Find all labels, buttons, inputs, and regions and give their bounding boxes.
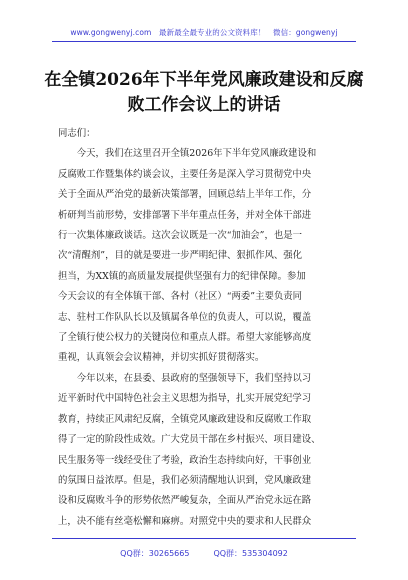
text-line: 重视，认真领会会议精神，并切实抓好贯彻落实。 — [58, 352, 265, 364]
text-line: 次“清醒剂”，目的就是要进一步严明纪律、狠抓作风、强化 — [58, 250, 302, 262]
text-line: 志、驻村工作队队长以及镇属各单位的负责人，可以说，覆盖 — [58, 311, 312, 323]
header-website-text: www.gongwenyj.com 最新最全最专业的公文资料库！ 微信：gongwenyj — [70, 28, 338, 37]
title-line: 在全镇2026年下半年党风廉政建设和反腐 — [44, 70, 364, 90]
page-header — [0, 0, 408, 46]
footer-divider — [52, 538, 356, 539]
text-line: 反腐败工作暨集体约谈会议，主要任务是深入学习贯彻党中央 — [58, 168, 312, 180]
text-line: 担当，为XX镇的高质量发展提供坚强有力的纪律保障。参加 — [58, 270, 306, 282]
page-footer — [0, 541, 408, 560]
text-line: 今天会议的有全体镇干部、各村（社区）“两委”主要负责同 — [58, 291, 302, 303]
text-line: 关于全面从严治党的最新决策部署，回顾总结上半年工作，分 — [58, 189, 312, 201]
text-line: 近平新时代中国特色社会主义思想为指导，扎实开展党纪学习 — [58, 393, 312, 405]
text-line: 教育，持续正风肃纪反腐，全镇党风廉政建设和反腐败工作取 — [58, 413, 312, 425]
document-title — [44, 68, 364, 118]
text-line: 设和反腐败斗争的形势依然严峻复杂，全面从严治党永远在路 — [58, 495, 312, 507]
text-line: 的氛围日益浓厚。但是，我们必须清醒地认识到，党风廉政建 — [58, 474, 312, 486]
text-line: 今天，我们在这里召开全镇2026年下半年党风廉政建设和 — [76, 148, 317, 160]
text-line: 今年以来，在县委、县政府的坚强领导下，我们坚持以习 — [76, 372, 312, 384]
header-divider — [52, 41, 356, 42]
footer-qq-groups: QQ群：30265665 QQ群：535304092 — [120, 549, 288, 558]
text-line: 析研判当前形势，安排部署下半年重点任务，并对全体干部进 — [58, 209, 312, 221]
document-body — [58, 124, 358, 532]
title-line: 败工作会议上的讲话 — [127, 95, 281, 115]
text-line: 得了一定的阶段性成效。广大党员干部在乡村振兴、项目建设、 — [58, 434, 321, 446]
paragraph-1 — [58, 144, 358, 368]
text-line: 民生服务等一线经受住了考验，政治生态持续向好，干事创业 — [58, 454, 312, 466]
text-line: 了全镇行使公权力的关键岗位和重点人群。希望大家能够高度 — [58, 332, 312, 344]
text-line: 上，决不能有丝毫松懈和麻痹。对照党中央的要求和人民群众 — [58, 515, 312, 527]
paragraph-2 — [58, 369, 358, 532]
salutation: 同志们： — [58, 128, 96, 139]
text-line: 行一次集体廉政谈话。这次会议既是一次“加油会”，也是一 — [58, 230, 302, 242]
